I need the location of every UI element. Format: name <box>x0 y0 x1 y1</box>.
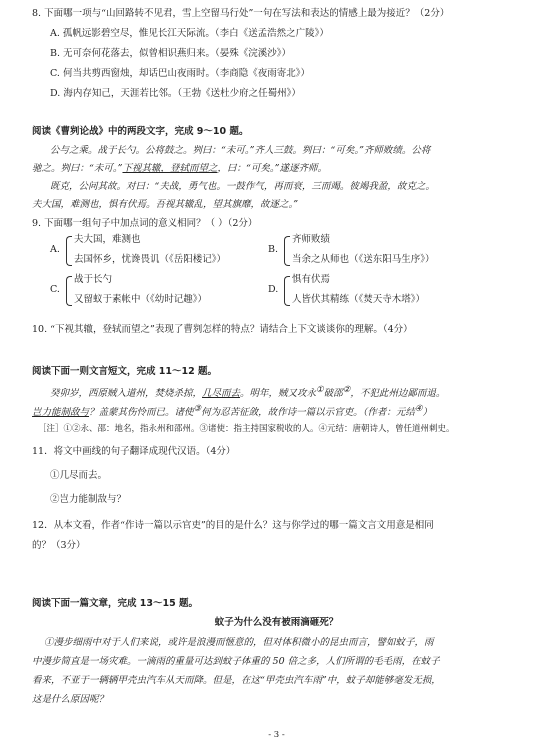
q9-stem: 9. 下面哪一组句子中加点词的意义相同？（ ）（2分） <box>32 218 258 229</box>
q9-option-a-line1: 夫大国，难测也 <box>74 234 141 245</box>
article-line4: 这是什么原因呢？ <box>32 694 109 705</box>
q10-stem: 10. “下视其辙，登轼而望之”表现了曹刿怎样的特点？请结合上下文谈谈你的理解。（4分） <box>32 324 413 335</box>
q8-stem: 8. 下面哪一项与“山回路转不见君，雪上空留马行处”一句在写法和表达的情感上最为接近？（2分） <box>32 8 450 19</box>
q11-stem: 11．将文中画线的句子翻译成现代汉语。（4分） <box>32 446 236 457</box>
q8-option-a: A. 孤帆远影碧空尽，惟见长江天际流。（李白《送孟浩然之广陵》） <box>50 28 329 39</box>
classical-text: ，不犯此州边鄙而退。 <box>350 388 446 400</box>
article-line2: 中漫步简直是一场灾难。一滴雨的重量可达到蚊子体重的 50 倍之多，人们所谓的毛毛雨，在蚊子 <box>32 656 440 667</box>
q8-option-b: B. 无可奈何花落去，似曾相识燕归来。（晏殊《浣溪沙》） <box>50 48 292 59</box>
footnote-marker: ④ <box>414 404 423 414</box>
q8-option-c: C. 何当共剪西窗烛，却话巴山夜雨时。（李商隐《夜雨寄北》） <box>50 68 310 79</box>
classical-line2 <box>32 404 432 419</box>
cao-underlined-sentence: 下视其辙，登轼而望之 <box>122 163 218 174</box>
footnote-marker: ① <box>316 385 324 395</box>
classical-text: ？盖蒙其伤怜而已。诸使 <box>89 407 194 419</box>
classical-underlined-1: 几尽而去 <box>202 388 241 400</box>
q9-option-b-label: B. <box>268 244 279 255</box>
classical-text: 癸卯岁，西原贼入道州，焚烧杀掠， <box>50 388 203 400</box>
footnote-marker: ③ <box>193 404 202 414</box>
article-line1: ①漫步细雨中对于人们来说，或许是浪漫而惬意的，但对体积微小的昆虫而言，譬如蚊子，雨 <box>44 637 434 648</box>
q11-sentence-1: ①几尽而去。 <box>50 470 108 481</box>
q9-option-a-label: A. <box>50 244 60 255</box>
q9-option-c-label: C. <box>50 284 60 295</box>
section-heading-article: 阅读下面一篇文章，完成 13～15 题。 <box>32 598 199 609</box>
section-heading-cao: 阅读《曹刿论战》中的两段文字，完成 9～10 题。 <box>32 126 249 137</box>
q9-option-d-label: D. <box>268 284 279 295</box>
q11-sentence-2: ②岂力能制敌与？ <box>50 494 127 505</box>
classical-line1 <box>50 385 445 400</box>
page-number: - 3 - <box>268 730 285 740</box>
q9-option-d-line1: 惧有伏焉 <box>292 274 331 285</box>
brace-icon <box>66 276 72 306</box>
q9-option-c-line1: 战于长勺 <box>74 274 113 285</box>
footnote-marker: ② <box>342 385 351 395</box>
classical-text: 何为忍苦征敛，故作诗一篇以示官吏。（作者：元结 <box>201 407 415 419</box>
q9-option-d-line2: 人皆伏其精练（《焚天寺木塔》） <box>292 294 426 305</box>
article-title: 蚊子为什么没有被雨滴砸死？ <box>214 617 339 628</box>
cao-text: ，曰：“可矣。”遂逐齐师。 <box>217 163 327 174</box>
q9-option-c-line2: 又留蚁于素帐中（《幼时记趣》） <box>74 294 208 305</box>
q12-stem-line2: 的？（3分） <box>32 540 86 551</box>
q8-option-d: D. 海内存知己，天涯若比邻。（王勃《送杜少府之任蜀州》） <box>50 88 301 99</box>
brace-icon <box>66 236 72 266</box>
classical-text: ） <box>422 407 433 419</box>
cao-paragraph1-line1: 公与之乘。战于长勺。公将鼓之。刿曰：“未可。”齐人三鼓。刿曰：“可矣。”齐师败绩。公将 <box>50 145 431 156</box>
cao-paragraph2-line2: 夫大国，难测也，惧有伏焉。吾视其辙乱，望其旗靡，故逐之。” <box>32 199 299 210</box>
cao-text: 驰之。刿曰：“未可。” <box>32 163 123 174</box>
q9-option-b-line1: 齐师败绩 <box>292 234 331 245</box>
q12-stem-line1: 12．从本文看，作者“作诗一篇以示官吏”的目的是什么？这与你学过的哪一篇文言文用意是相同 <box>32 520 434 531</box>
classical-footnote: ［注］①②永、邵：地名，指永州和邵州。③诸使：指主持国家税收的人。④元结：唐朝诗人，曾任道州刺史。 <box>38 424 455 434</box>
brace-icon <box>284 236 290 266</box>
classical-text: 。明年，贼又攻永 <box>240 388 317 400</box>
q9-option-a-line2: 去国怀乡，忧谗畏讥（《岳阳楼记》） <box>74 254 227 265</box>
classical-underlined-2: 岂力能制敌与 <box>32 407 90 419</box>
cao-paragraph2-line1: 既克，公问其故。对曰：“夫战，勇气也。一鼓作气，再而衰，三而竭。彼竭我盈，故克之。 <box>50 181 435 192</box>
classical-text: 破邵 <box>323 388 343 400</box>
section-heading-classical: 阅读下面一则文言短文，完成 11～12 题。 <box>32 366 218 377</box>
cao-paragraph1-line2 <box>32 163 327 175</box>
article-line3: 看来，不亚于一辆辆甲壳虫汽车从天而降。但是，在这“甲壳虫汽车雨”中，蚊子却能够毫发无损， <box>32 675 441 686</box>
q9-option-b-line2: 当余之从师也（《送东阳马生序》） <box>292 254 435 265</box>
brace-icon <box>284 276 290 306</box>
